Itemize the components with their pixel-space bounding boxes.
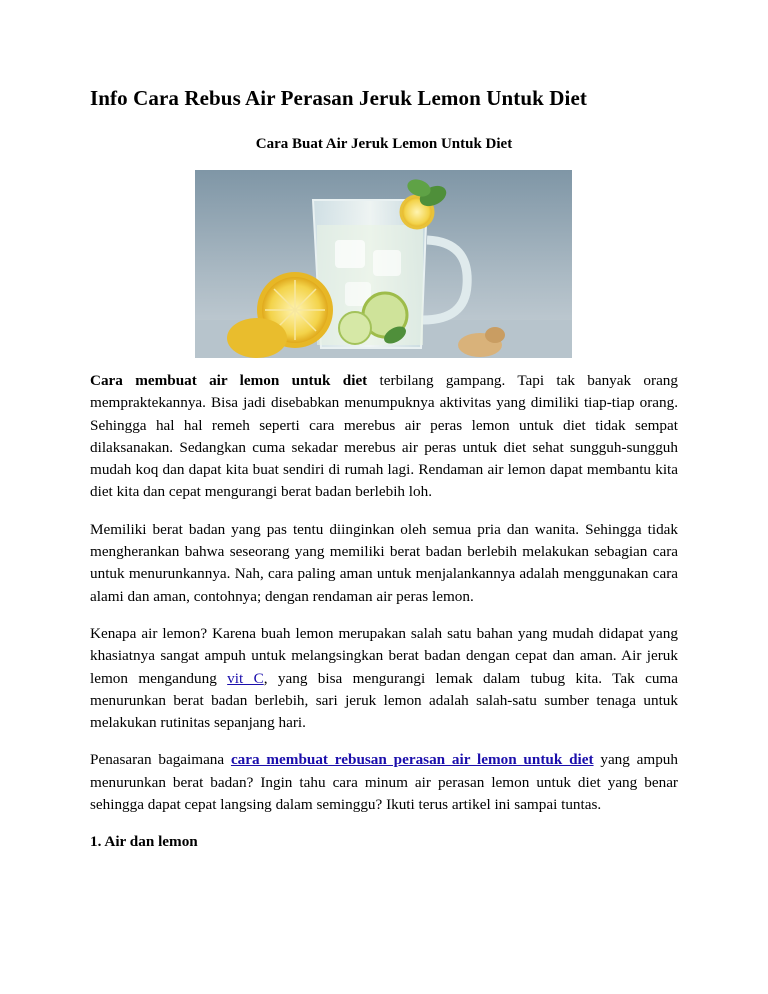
paragraph-4-text-before: Penasaran bagaimana	[90, 751, 231, 769]
lemon-water-photo	[195, 170, 572, 358]
page-title: Info Cara Rebus Air Perasan Jeruk Lemon Untuk Diet	[90, 86, 587, 110]
paragraph-1-text: terbilang gampang. Tapi tak banyak orang mempraktekannya. Bisa jadi disebabkan menumpuknya aktivitas yang dimiliki tiap-tiap orang. Sehingga hal hal remeh seperti cara merebus air peras lemon untuk diet tidak sempat dilaksanakan. Sedangkan cuma sekadar merebus air peras untuk diet sehat sungguh-sungguh mudah koq dan dapat kita buat sendiri di rumah lagi. Rendaman air lemon dapat membantu kita diet kita dan cepat mengurangi berat badan berlebih loh.	[90, 372, 678, 501]
article-body	[90, 370, 678, 869]
paragraph-2-text: Memiliki berat badan yang pas tentu diinginkan oleh semua pria dan wanita. Sehingga tidak mengherankan bahwa seseorang yang memiliki berat badan berlebih melakukan sebagian cara untuk menurunkannya. Nah, cara paling aman untuk menjalankannya adalah menggunakan cara alami dan aman, contohnya; dengan rendaman air peras lemon.	[90, 520, 678, 605]
paragraph-2	[90, 519, 678, 608]
paragraph-1	[90, 370, 678, 504]
paragraph-3	[90, 623, 678, 734]
page-subtitle: Cara Buat Air Jeruk Lemon Untuk Diet	[255, 136, 513, 152]
section-heading: 1. Air dan lemon	[90, 833, 198, 851]
paragraph-4-text-after: yang ampuh menurunkan berat badan? Ingin tahu cara minum air perasan lemon untuk diet yang benar sehingga dapat cepat langsing dalam seminggu? Ikuti terus artikel ini sampai tuntas.	[90, 751, 678, 814]
paragraph-3-text-before: Kenapa air lemon? Karena buah lemon merupakan salah satu bahan yang mudah didapat yang khasiatnya sangat ampuh untuk melangsingkan berat badan dengan cepat dan aman. Air jeruk lemon mengandung	[90, 624, 678, 687]
paragraph-1-lead: Cara membuat air lemon untuk diet	[90, 372, 368, 389]
lemon-recipe-link[interactable]: cara membuat rebusan perasan air lemon untuk diet	[230, 751, 594, 769]
paragraph-4	[90, 749, 678, 816]
paragraph-3-text-after: , yang bisa mengurangi lemak dalam tubug kita. Tak cuma menurunkan berat badan berlebih, sari jeruk lemon adalah salah-satu sumber tenaga untuk melakukan rutinitas sepanjang hari.	[90, 669, 678, 732]
vit-c-link[interactable]: vit C	[227, 669, 264, 687]
